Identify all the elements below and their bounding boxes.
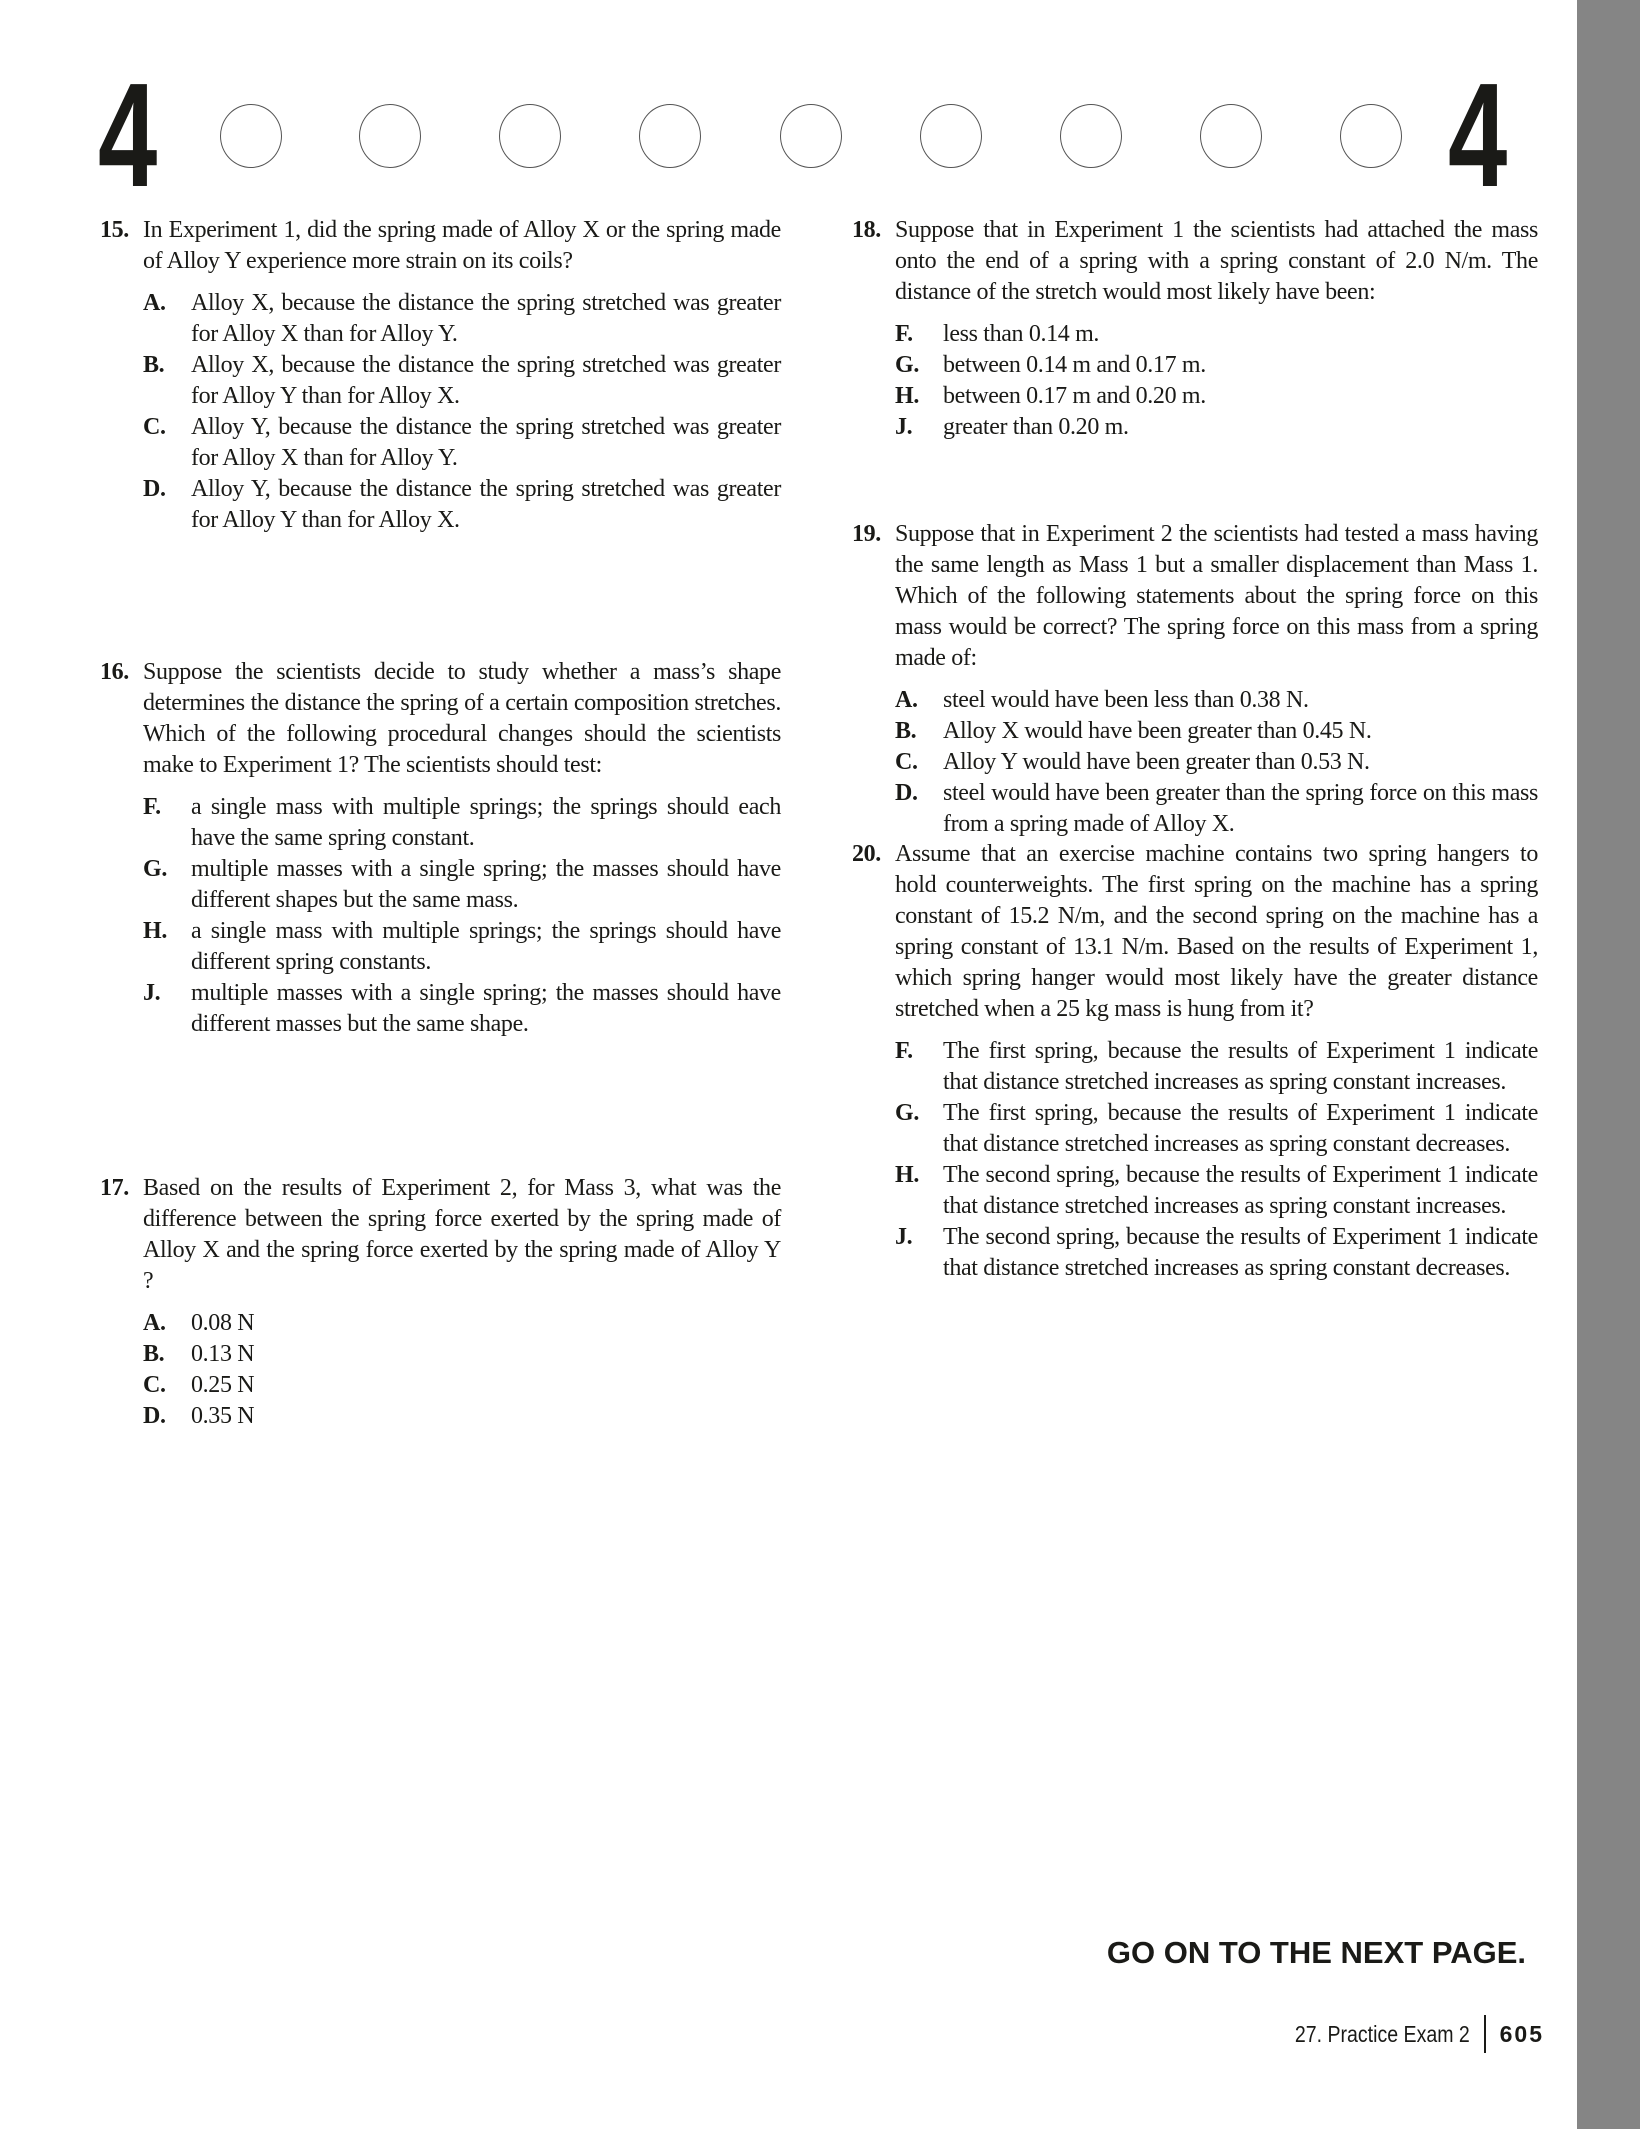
question-text: Suppose that in Experiment 2 the scientists had tested a mass having the same length as Mass 1 but a smaller displacement than Mass 1. Which of the following statements about the spring force on this mass would be correct? The spring force on this mass from a spring made of: [895,521,1538,671]
answer-option[interactable] [895,747,1538,778]
option-text: a single mass with multiple springs; the springs should each have the same spring constant. [191,794,781,851]
answer-option[interactable] [143,1339,781,1370]
option-letter: G. [895,352,919,378]
footer-divider [1484,2015,1486,2053]
answer-options [100,1308,781,1432]
option-letter: J. [143,980,161,1006]
answer-options [852,1036,1538,1284]
answer-option[interactable] [895,350,1538,381]
question-number: 15. [100,217,129,243]
question-16 [100,657,781,1040]
question-stem [100,657,781,781]
answer-option[interactable] [895,1222,1538,1284]
option-letter: J. [895,414,913,440]
option-text: 0.25 N [191,1372,255,1398]
go-on-notice: GO ON TO THE NEXT PAGE. [1106,1935,1526,1970]
option-text: between 0.17 m and 0.20 m. [943,383,1206,409]
chapter-title: 27. Practice Exam 2 [1294,2020,1470,2047]
option-text: steel would have been greater than the spring force on this mass from a spring made of Alloy X. [943,780,1538,837]
option-text: 0.08 N [191,1310,255,1336]
question-20 [852,839,1538,1284]
header-circle [1060,104,1122,168]
option-letter: B. [895,718,917,744]
question-text: Suppose the scientists decide to study whether a mass’s shape determines the distance the spring of a certain composition stretches. Which of the following procedural changes should the scientists make to Experiment 1? The scientists should test: [143,659,781,778]
answer-option[interactable] [895,716,1538,747]
answer-option[interactable] [143,978,781,1040]
option-letter: B. [143,1341,165,1367]
question-17 [100,1173,781,1432]
question-number: 20. [852,841,881,867]
answer-option[interactable] [143,1401,781,1432]
header-circle [1200,104,1262,168]
option-text: multiple masses with a single spring; the masses should have different shapes but the same mass. [191,856,781,913]
option-text: Alloy X, because the distance the spring stretched was greater for Alloy Y than for Alloy X. [191,352,781,409]
option-letter: A. [143,290,166,316]
answer-option[interactable] [143,1308,781,1339]
question-number: 17. [100,1175,129,1201]
answer-option[interactable] [143,474,781,536]
answer-option[interactable] [143,288,781,350]
page-footer [1264,2015,1544,2053]
header-circle [639,104,701,168]
question-text: Assume that an exercise machine contains two spring hangers to hold counterweights. The first spring on the machine has a spring constant of 15.2 N/m, and the second spring on the machine has a spring constant of 13.1 N/m. Based on the results of Experiment 1, which spring hanger would most likely have the greater distance stretched when a 25 kg mass is hung from it? [895,841,1538,1022]
option-text: a single mass with multiple springs; the springs should have different spring constants. [191,918,781,975]
question-stem [100,1173,781,1297]
option-letter: F. [895,321,913,347]
option-text: Alloy Y, because the distance the spring stretched was greater for Alloy Y than for Alloy X. [191,476,781,533]
option-letter: B. [143,352,165,378]
option-text: steel would have been less than 0.38 N. [943,687,1309,713]
option-letter: G. [895,1100,919,1126]
option-letter: D. [143,1403,166,1429]
answer-option[interactable] [143,412,781,474]
option-letter: D. [143,476,166,502]
answer-options [852,319,1538,443]
answer-option[interactable] [143,350,781,412]
question-stem [852,519,1538,674]
option-letter: C. [143,414,166,440]
question-number: 19. [852,521,881,547]
option-text: 0.35 N [191,1403,255,1429]
option-text: Alloy Y would have been greater than 0.53 N. [943,749,1370,775]
answer-options [100,288,781,536]
option-text: Alloy Y, because the distance the spring stretched was greater for Alloy X than for Alloy Y. [191,414,781,471]
option-text: between 0.14 m and 0.17 m. [943,352,1206,378]
answer-option[interactable] [895,1036,1538,1098]
answer-option[interactable] [143,1370,781,1401]
option-letter: F. [895,1038,913,1064]
answer-option[interactable] [895,412,1538,443]
option-text: The second spring, because the results of Experiment 1 indicate that distance stretched increases as spring constant increases. [943,1162,1538,1219]
question-stem [852,215,1538,308]
option-letter: H. [895,1162,919,1188]
section-number-left: 4 [98,53,158,218]
option-text: 0.13 N [191,1341,255,1367]
answer-option[interactable] [895,1098,1538,1160]
answer-option[interactable] [143,792,781,854]
question-18 [852,215,1538,443]
question-text: Based on the results of Experiment 2, for Mass 3, what was the difference between the spring force exerted by the spring made of Alloy X and the spring force exerted by the spring made of Alloy Y ? [143,1175,781,1294]
answer-option[interactable] [143,916,781,978]
answer-options [100,792,781,1040]
option-letter: J. [895,1224,913,1250]
answer-option[interactable] [895,1160,1538,1222]
answer-option[interactable] [143,854,781,916]
option-text: multiple masses with a single spring; the masses should have different masses but the same shape. [191,980,781,1037]
question-19 [852,519,1538,840]
option-text: Alloy X would have been greater than 0.45 N. [943,718,1372,744]
answer-options [852,685,1538,840]
question-stem [852,839,1538,1025]
header-circle [780,104,842,168]
option-text: The first spring, because the results of Experiment 1 indicate that distance stretched increases as spring constant decreases. [943,1100,1538,1157]
answer-option[interactable] [895,319,1538,350]
section-number-right: 4 [1448,53,1508,218]
header-circle [499,104,561,168]
question-15 [100,215,781,536]
option-text: The first spring, because the results of Experiment 1 indicate that distance stretched increases as spring constant increases. [943,1038,1538,1095]
option-text: Alloy X, because the distance the spring stretched was greater for Alloy X than for Alloy Y. [191,290,781,347]
option-letter: H. [895,383,919,409]
option-text: The second spring, because the results of Experiment 1 indicate that distance stretched increases as spring constant decreases. [943,1224,1538,1281]
option-letter: A. [143,1310,166,1336]
question-number: 16. [100,659,129,685]
option-letter: C. [895,749,918,775]
question-stem [100,215,781,277]
option-letter: H. [143,918,167,944]
header-circle [1340,104,1402,168]
page-number: 605 [1499,2020,1544,2047]
option-letter: C. [143,1372,166,1398]
answer-option[interactable] [895,685,1538,716]
option-letter: F. [143,794,161,820]
option-text: less than 0.14 m. [943,321,1100,347]
question-text: In Experiment 1, did the spring made of Alloy X or the spring made of Alloy Y experience more strain on its coils? [143,217,781,274]
question-number: 18. [852,217,881,243]
answer-option[interactable] [895,381,1538,412]
answer-option[interactable] [895,778,1538,840]
header-circle [220,104,282,168]
question-text: Suppose that in Experiment 1 the scientists had attached the mass onto the end of a spring with a spring constant of 2.0 N/m. The distance of the stretch would most likely have been: [895,217,1538,305]
option-letter: A. [895,687,918,713]
header-circle [359,104,421,168]
option-letter: G. [143,856,167,882]
option-letter: D. [895,780,918,806]
header-circle [920,104,982,168]
page-edge-tab [1577,0,1640,2129]
option-text: greater than 0.20 m. [943,414,1129,440]
